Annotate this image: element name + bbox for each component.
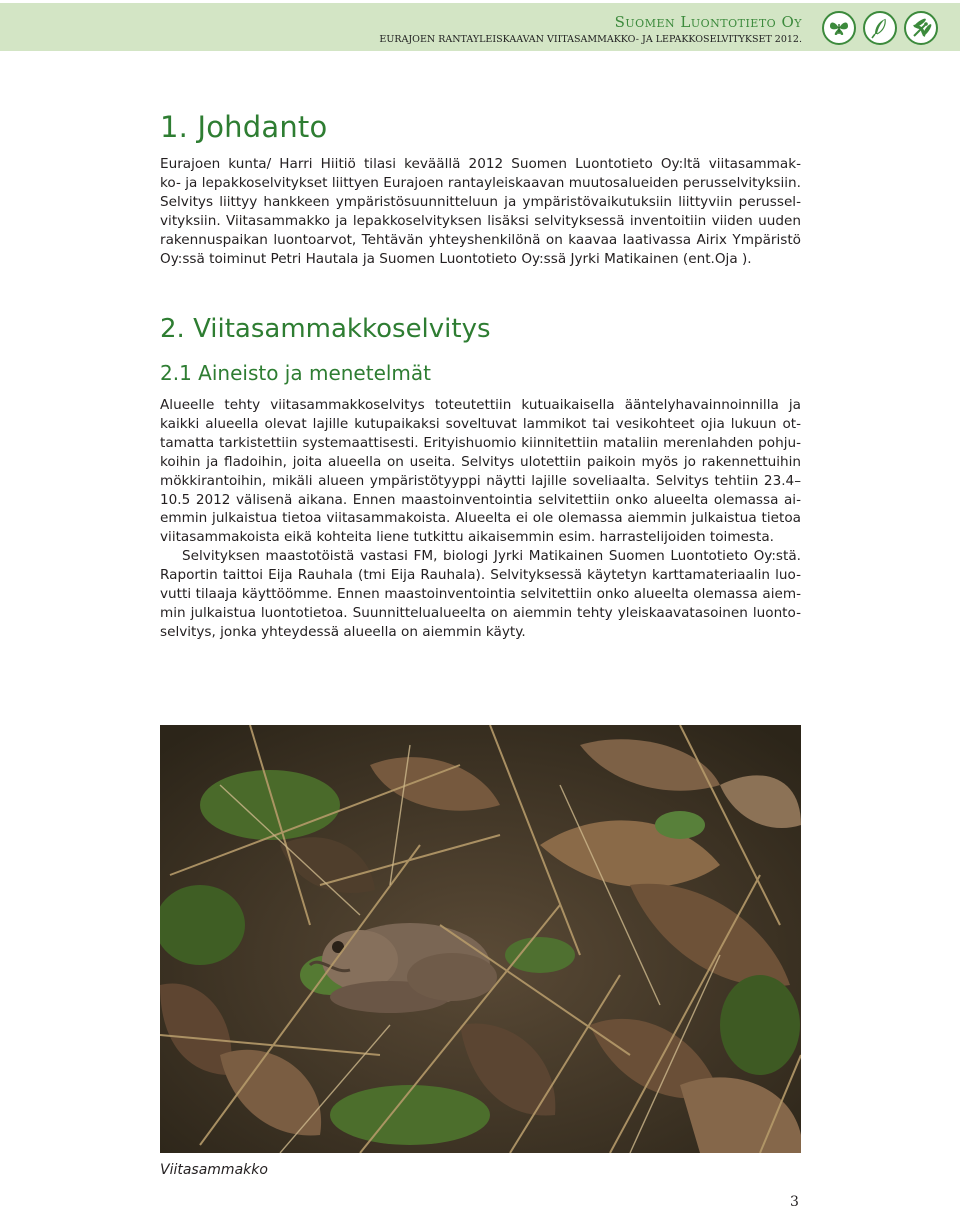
text-line: Alueelle tehty viitasammakkoselvitys toteutettiin kutuaikaisella ääntelyhavainnoinnilla ja bbox=[160, 397, 801, 413]
report-title: EURAJOEN RANTAYLEISKAAVAN VIITASAMMAKKO- JA LEPAKKOSELVITYKSET 2012. bbox=[379, 34, 802, 45]
header-text bbox=[379, 13, 802, 47]
dragonfly-icon bbox=[904, 11, 938, 45]
text-line: emmin julkaistua tietoa viitasammakoista. Alueelta ei ole olemassa aiemmin julkaistua tietoa bbox=[160, 510, 801, 527]
text-line: mökkirantoihin, mikäli alueen ympäristötyyppi näytti lajille soveliaalta. Selvitys tehtiin 23.4– bbox=[160, 472, 801, 489]
text-line: 10.5 2012 välisenä aikana. Ennen maastoinventointia selvitettiin onko alueelta olemassa ai- bbox=[160, 491, 801, 508]
text-line: vityksiin. Viitasammakko ja lepakkoselvityksen lisäksi selvityksessä inventoitiin viiden uuden bbox=[160, 212, 801, 229]
subsection-heading-methods: 2.1 Aineisto ja menetelmät bbox=[160, 361, 432, 385]
company-name: Suomen Luontotieto Oy bbox=[614, 13, 802, 31]
figure-caption: Viitasammakko bbox=[160, 1162, 268, 1178]
text-line: kaikki alueella olevat lajille kutupaikaksi soveltuvat lammikot tai vesikohteet ojia lukuun ot- bbox=[160, 415, 801, 432]
text-line: min julkaistua luontotietoa. Suunnittelualueelta on aiemmin tehty yleiskaavatasoinen luonto- bbox=[160, 604, 801, 621]
text-line: Selvityksen maastotöistä vastasi FM, biologi Jyrki Matikainen Suomen Luontotieto Oy:stä. bbox=[182, 548, 801, 565]
section-heading-intro: 1. Johdanto bbox=[160, 110, 328, 144]
text-line: Eurajoen kunta/ Harri Hiitiö tilasi keväällä 2012 Suomen Luontotieto Oy:ltä viitasammak- bbox=[160, 156, 801, 172]
text-line: viitasammakoista eikä kohteita liene tutkittu aikaisemmin esim. harrastelijoiden toimesta. bbox=[160, 529, 774, 546]
text-line: ko- ja lepakkoselvitykset liittyen Eurajoen rantayleiskaavan muutosalueiden perusselvityksiin. bbox=[160, 174, 801, 191]
text-line: selvitys, jonka yhteydessä alueella on aiemmin käyty. bbox=[160, 623, 526, 640]
text-line: Selvitys liittyy hankkeen ympäristösuunnitteluun ja ympäristövaikutuksiin liittyviin perussel- bbox=[160, 193, 801, 210]
header-icons bbox=[822, 11, 942, 49]
page-number: 3 bbox=[790, 1194, 799, 1210]
text-line: Oy:ssä toiminut Petri Hautala ja Suomen Luontotieto Oy:ssä Jyrki Matikainen (ent.Oja ). bbox=[160, 250, 752, 267]
text-line: koihin ja fladoihin, joita alueella on useita. Selvitys ulotettiin paikoin myös jo rakennettuihin bbox=[160, 453, 801, 470]
butterfly-icon bbox=[822, 11, 856, 45]
forest-floor-illustration bbox=[160, 725, 801, 1153]
text-line: vutti tilaaja käyttöömme. Ennen maastoinventointia selvitettiin onko alueelta olemassa aiem- bbox=[160, 586, 801, 603]
intro-paragraph bbox=[160, 155, 801, 268]
text-line: rakennuspaikan luontoarvot, Tehtävän yhteyshenkilönä on kaavaa laativassa Airix Ympäristö bbox=[160, 231, 801, 248]
text-line: tamatta tarkistettiin systemaattisesti. Erityishuomio kiinnitettiin mataliin merenlahden pohju- bbox=[160, 434, 801, 451]
section-heading-survey: 2. Viitasammakkoselvitys bbox=[160, 314, 491, 344]
text-line: Raportin taittoi Eija Rauhala (tmi Eija Rauhala). Selvityksessä käytetyn karttamateriaalin luo- bbox=[160, 567, 801, 584]
methods-paragraph bbox=[160, 396, 801, 642]
frog-photo bbox=[160, 725, 801, 1153]
feather-icon bbox=[863, 11, 897, 45]
page-header bbox=[0, 3, 960, 51]
